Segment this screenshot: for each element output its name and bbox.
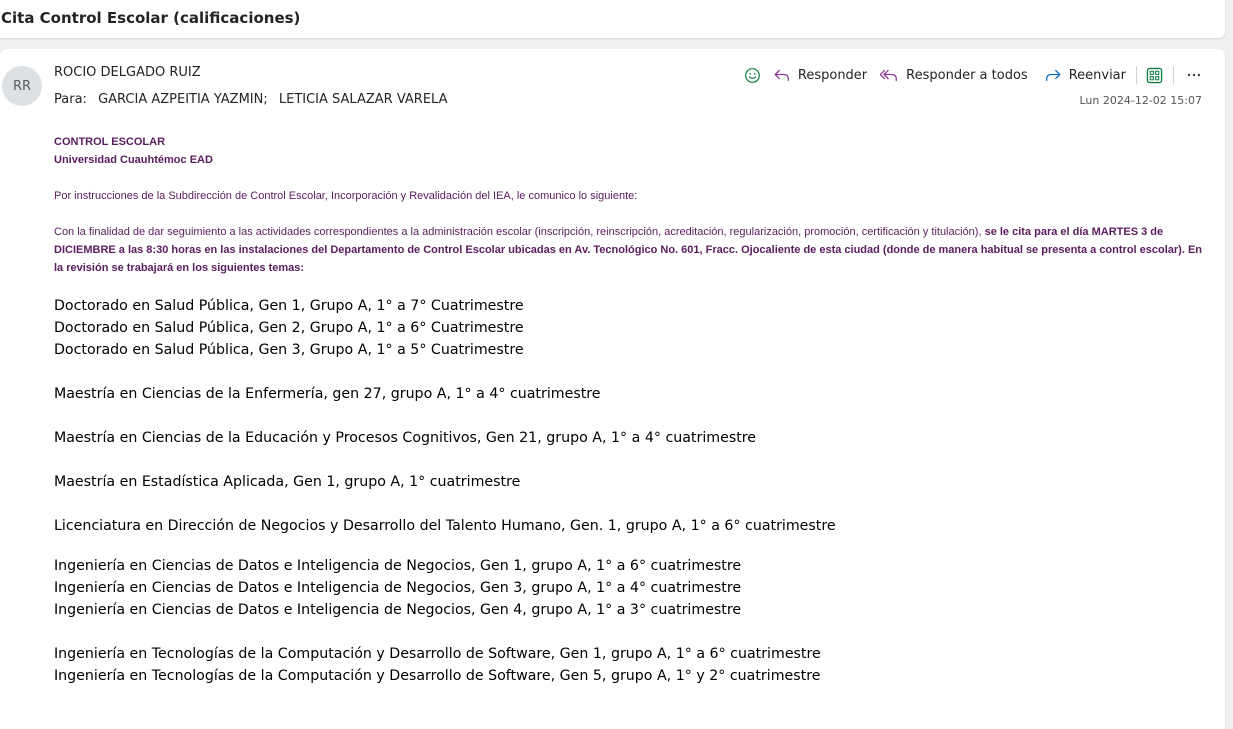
forward-button[interactable] bbox=[1044, 67, 1126, 83]
emoji-icon[interactable] bbox=[744, 67, 761, 84]
toolbar-divider bbox=[1136, 66, 1137, 84]
message-body-header bbox=[54, 133, 1204, 277]
reply-button[interactable] bbox=[773, 67, 867, 83]
subject-bar bbox=[0, 0, 1225, 38]
list-item: Maestría en Ciencias de la Educación y Procesos Cognitivos, Gen 21, grupo A, 1° a 4° cuatrimestre bbox=[54, 430, 757, 446]
appointment-emphasis: se le cita para el día MARTES 3 de DICIEMBRE a las 8:30 horas en las instalaciones del Departamento de Control Escolar ubicadas en Av. Tecnológico No. 601, Fracc. Ojocaliente de esta ciudad (donde de manera habitual se presenta a control escolar). bbox=[54, 226, 1185, 256]
reply-icon bbox=[773, 67, 791, 83]
list-item: Ingeniería en Ciencias de Datos e Inteligencia de Negocios, Gen 4, grupo A, 1° a 3° cuatrimestre bbox=[54, 602, 742, 618]
recipient[interactable]: LETICIA SALAZAR VARELA bbox=[278, 92, 448, 107]
forward-icon bbox=[1044, 67, 1062, 83]
list-item: Ingeniería en Tecnologías de la Computación y Desarrollo de Software, Gen 1, grupo A, 1° a 6° cuatrimestre bbox=[54, 646, 821, 662]
message-card bbox=[0, 49, 1225, 729]
sender-name[interactable]: ROCIO DELGADO RUIZ bbox=[54, 65, 201, 80]
reply-all-icon bbox=[879, 67, 899, 83]
org-line: Universidad Cuauhtémoc EAD bbox=[54, 154, 213, 166]
list-item: Licenciatura en Dirección de Negocios y Desarrollo del Talento Humano, Gen. 1, grupo A, 1° a 6° cuatrimestre bbox=[54, 518, 836, 534]
reply-all-label: Responder a todos bbox=[906, 67, 1028, 83]
reply-all-button[interactable] bbox=[879, 67, 1028, 83]
list-item: Maestría en Ciencias de la Enfermería, gen 27, grupo A, 1° a 4° cuatrimestre bbox=[54, 386, 601, 402]
list-item: Doctorado en Salud Pública, Gen 3, Grupo A, 1° a 5° Cuatrimestre bbox=[54, 342, 524, 358]
list-item: Ingeniería en Tecnologías de la Computación y Desarrollo de Software, Gen 5, grupo A, 1° y 2° cuatrimestre bbox=[54, 668, 821, 684]
appointment-topics-intro: En la revisión se trabajará en los siguientes temas: bbox=[54, 244, 1203, 274]
to-label: Para: bbox=[54, 92, 87, 107]
avatar[interactable]: RR bbox=[2, 66, 42, 106]
appointment-text: Con la finalidad de dar seguimiento a las actividades correspondientes a la administración escolar (inscripción, reinscripción, acreditación, regularización, promoción, certificación y titulación), bbox=[54, 226, 985, 238]
recipients-line bbox=[54, 92, 447, 107]
more-icon[interactable] bbox=[1186, 67, 1202, 83]
apps-icon[interactable] bbox=[1146, 67, 1163, 84]
recipient[interactable]: GARCIA AZPEITIA YAZMIN; bbox=[98, 92, 268, 107]
forward-label: Reenviar bbox=[1068, 67, 1126, 83]
list-item: Maestría en Estadística Aplicada, Gen 1, grupo A, 1° cuatrimestre bbox=[54, 474, 521, 490]
message-actions bbox=[728, 64, 1202, 86]
program-list bbox=[54, 295, 1204, 687]
list-item: Doctorado en Salud Pública, Gen 2, Grupo A, 1° a 6° Cuatrimestre bbox=[54, 320, 524, 336]
sent-datetime: Lun 2024-12-02 15:07 bbox=[1079, 94, 1202, 107]
org-line: CONTROL ESCOLAR bbox=[54, 136, 166, 148]
reply-label: Responder bbox=[797, 67, 868, 83]
email-subject: Cita Control Escolar (calificaciones) bbox=[1, 9, 301, 27]
intro-paragraph: Por instrucciones de la Subdirección de Control Escolar, Incorporación y Revalidación del IEA, le comunico lo siguiente: bbox=[54, 190, 638, 202]
appointment-paragraph bbox=[54, 223, 1204, 277]
toolbar-divider bbox=[1173, 66, 1174, 84]
list-item: Doctorado en Salud Pública, Gen 1, Grupo A, 1° a 7° Cuatrimestre bbox=[54, 298, 524, 314]
list-item: Ingeniería en Ciencias de Datos e Inteligencia de Negocios, Gen 3, grupo A, 1° a 4° cuatrimestre bbox=[54, 580, 742, 596]
list-item: Ingeniería en Ciencias de Datos e Inteligencia de Negocios, Gen 1, grupo A, 1° a 6° cuatrimestre bbox=[54, 558, 742, 574]
